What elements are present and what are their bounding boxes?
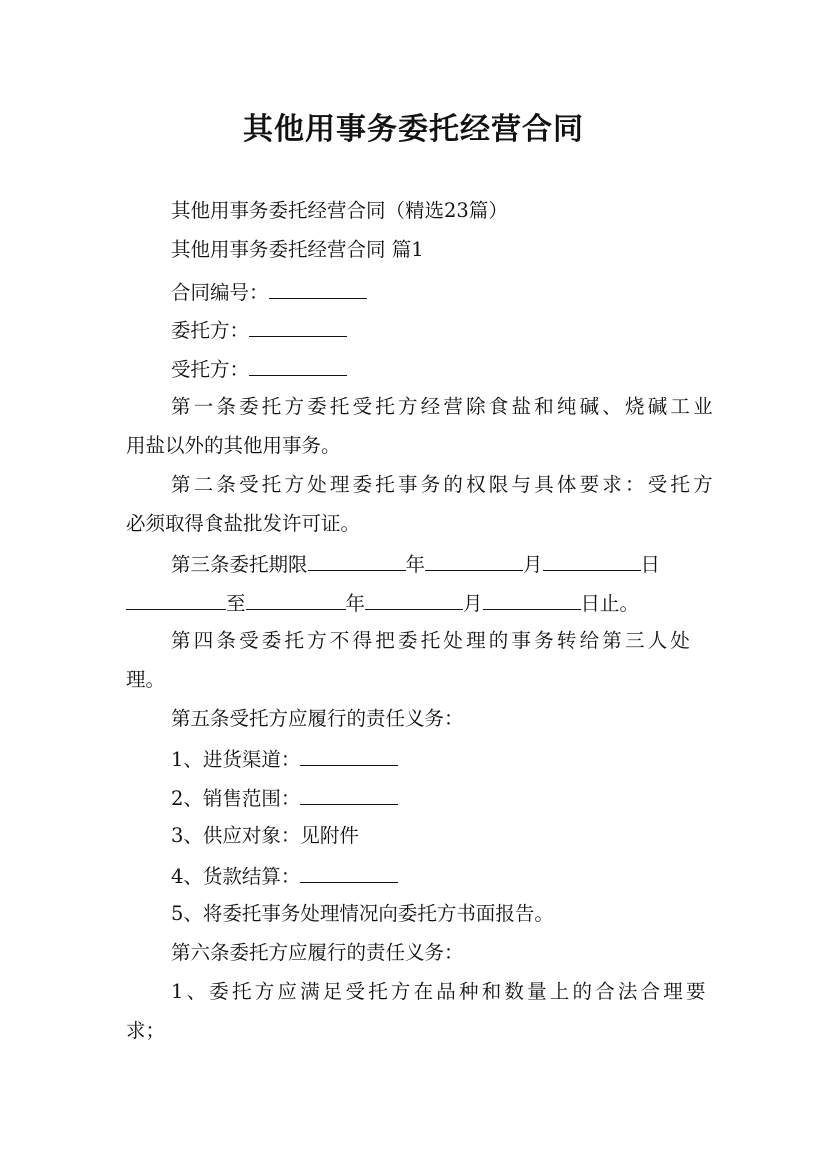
payment-settlement-blank[interactable] (300, 862, 398, 883)
purchase-channel-blank[interactable] (300, 745, 398, 766)
article-2-line-2: 必须取得食盐批发许可证。 (126, 512, 361, 535)
payment-settlement-label: 4、货款结算： (171, 865, 301, 888)
sales-scope-label: 2、销售范围： (171, 787, 301, 810)
start-day-blank[interactable] (543, 550, 641, 571)
sales-scope-blank[interactable] (300, 784, 398, 805)
article-5-item-2 (171, 784, 398, 812)
client-blank[interactable] (249, 316, 347, 337)
article-4-line-2: 理。 (126, 668, 166, 691)
article-2-line-1: 第二条受托方处理委托事务的权限与具体要求：受托方 (171, 473, 716, 496)
end-day-unit: 日止。 (580, 592, 640, 615)
pre-end-blank[interactable] (126, 589, 226, 610)
start-month-blank[interactable] (425, 550, 523, 571)
article-5-item-3: 3、供应对象：见附件 (171, 824, 359, 847)
subtitle: 其他用事务委托经营合同（精选23篇） (171, 199, 508, 222)
start-day-unit: 日 (640, 553, 661, 576)
document-title: 其他用事务委托经营合同 (243, 112, 584, 147)
start-year-blank[interactable] (308, 550, 406, 571)
article-5-heading: 第五条受托方应履行的责任义务： (171, 707, 464, 730)
article-6-heading: 第六条委托方应履行的责任义务： (171, 941, 464, 964)
agent-label: 受托方： (171, 358, 250, 381)
article-3-label: 第三条委托期限 (171, 553, 308, 576)
agent-line (171, 355, 347, 383)
article-1-line-2: 用盐以外的其他用事务。 (126, 434, 341, 457)
client-line (171, 316, 347, 344)
article-4-line-1: 第四条受委托方不得把委托处理的事务转给第三人处 (171, 629, 694, 652)
end-month-unit: 月 (463, 592, 483, 615)
to-word: 至 (226, 592, 246, 615)
start-month-unit: 月 (523, 553, 543, 576)
end-day-blank[interactable] (483, 589, 581, 610)
start-year-unit: 年 (405, 553, 426, 576)
article-3-line-2 (126, 589, 639, 617)
section-heading: 其他用事务委托经营合同 篇1 (171, 238, 424, 261)
article-6-item-1-line-2: 求； (126, 1019, 166, 1042)
contract-number-label: 合同编号： (171, 281, 269, 304)
end-year-unit: 年 (345, 592, 366, 615)
contract-number-line (171, 278, 367, 306)
article-3-line-1 (171, 550, 660, 578)
agent-blank[interactable] (249, 355, 347, 376)
article-5-item-4 (171, 862, 398, 890)
end-month-blank[interactable] (365, 589, 463, 610)
article-5-item-5: 5、将委托事务处理情况向委托方书面报告。 (171, 902, 554, 925)
client-label: 委托方： (171, 319, 250, 342)
purchase-channel-label: 1、进货渠道： (171, 748, 301, 771)
contract-number-blank[interactable] (269, 278, 367, 299)
end-year-blank[interactable] (246, 589, 346, 610)
article-6-item-1-line-1: 1、委托方应满足受托方在品种和数量上的合法合理要 (171, 980, 709, 1003)
article-5-item-1 (171, 745, 398, 773)
article-1-line-1: 第一条委托方委托受托方经营除食盐和纯碱、烧碱工业 (171, 395, 716, 418)
